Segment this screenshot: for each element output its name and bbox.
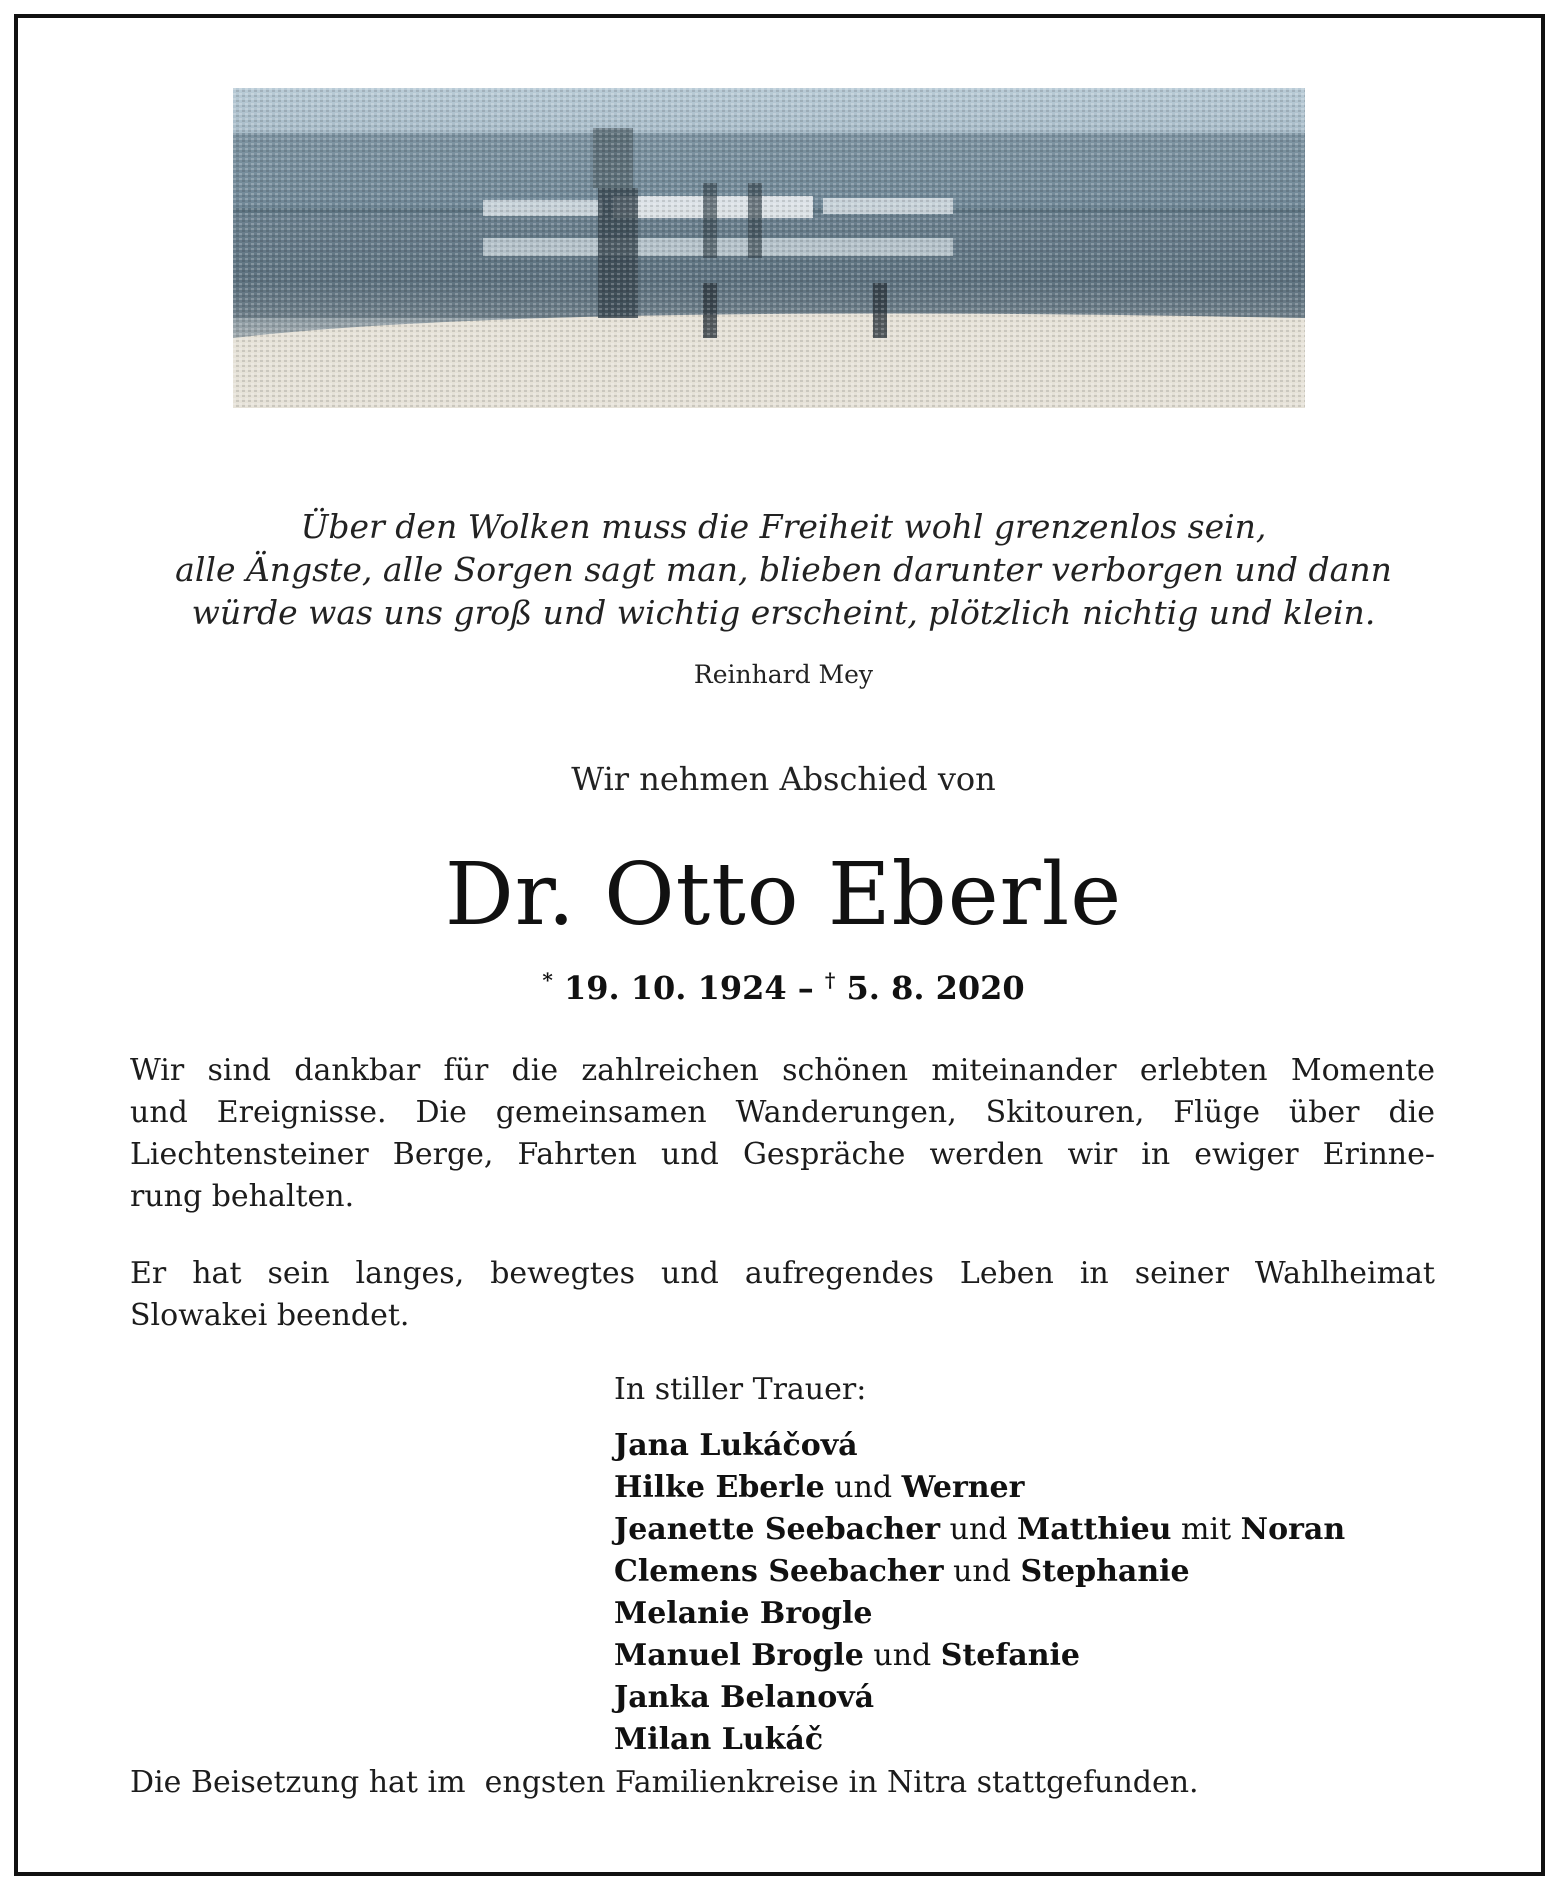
mourner-conjunction: und <box>863 1638 941 1673</box>
mourner-child: Noran <box>1240 1512 1346 1547</box>
mourners-list <box>614 1425 1345 1761</box>
mourner-conjunction: und <box>824 1470 902 1505</box>
life-paragraph <box>130 1253 1435 1337</box>
burial-notice: Die Beisetzung hat im engsten Familienkreise in Nitra stattgefunden. <box>130 1765 1199 1800</box>
mourner-entry <box>614 1509 1345 1551</box>
mourner-partner: Matthieu <box>1017 1512 1172 1547</box>
mourning-label: In stiller Trauer: <box>614 1372 867 1407</box>
paragraph-line: und Ereignisse. Die gemeinsamen Wanderungen, Skitouren, Flüge über die <box>130 1095 1435 1130</box>
death-symbol: † <box>824 968 836 992</box>
mourner-name: Melanie Brogle <box>614 1596 873 1631</box>
mourner-entry <box>614 1677 1345 1719</box>
mourner-name: Janka Belanová <box>614 1680 875 1715</box>
biplane-photo <box>233 88 1305 408</box>
mourner-entry <box>614 1635 1345 1677</box>
mourner-entry <box>614 1467 1345 1509</box>
quote-author: Reinhard Mey <box>693 660 874 689</box>
mourner-name: Milan Lukáč <box>614 1722 824 1757</box>
quote-line-3: würde was uns groß und wichtig erscheint, plötzlich nichtig und klein. <box>191 593 1376 632</box>
mourner-name: Clemens Seebacher <box>614 1554 944 1589</box>
birth-symbol: * <box>542 968 553 992</box>
poem-quote <box>0 505 1567 634</box>
paragraph-line: Liechtensteiner Berge, Fahrten und Gespräche werden wir in ewiger Erinne- <box>130 1137 1435 1172</box>
mourner-conjunction: und <box>940 1512 1018 1547</box>
mourner-name: Jeanette Seebacher <box>614 1512 941 1547</box>
mourner-entry <box>614 1551 1345 1593</box>
life-dates <box>0 968 1567 1007</box>
paragraph-line: Er hat sein langes, bewegtes und aufregendes Leben in seiner Wahlheimat <box>130 1256 1435 1291</box>
paragraph-line: Slowakei beendet. <box>130 1298 410 1333</box>
quote-line-2: alle Ängste, alle Sorgen sagt man, blieben darunter verborgen und dann <box>175 550 1392 589</box>
paragraph-line: Wir sind dankbar für die zahlreichen schönen miteinander erlebten Momente <box>130 1053 1435 1088</box>
mourner-name: Jana Lukáčová <box>614 1428 858 1463</box>
paragraph-line: rung behalten. <box>130 1179 355 1214</box>
gratitude-paragraph <box>130 1050 1435 1218</box>
mourner-partner: Werner <box>901 1470 1025 1505</box>
mourner-conjunction: und <box>943 1554 1021 1589</box>
mourner-conjunction: mit <box>1171 1512 1241 1547</box>
mourner-partner: Stephanie <box>1020 1554 1190 1589</box>
date-separator: – <box>786 969 825 1007</box>
mourner-entry <box>614 1719 1345 1761</box>
death-date: 5. 8. 2020 <box>846 969 1025 1007</box>
mourner-partner: Stefanie <box>940 1638 1081 1673</box>
deceased-name: Dr. Otto Eberle <box>444 845 1123 945</box>
mourner-entry <box>614 1593 1345 1635</box>
quote-line-1: Über den Wolken muss die Freiheit wohl grenzenlos sein, <box>300 507 1267 546</box>
birth-date: 19. 10. 1924 <box>563 969 787 1007</box>
mourner-entry <box>614 1425 1345 1467</box>
mourner-name: Manuel Brogle <box>614 1638 864 1673</box>
farewell-intro: Wir nehmen Abschied von <box>571 760 996 798</box>
mourner-name: Hilke Eberle <box>614 1470 825 1505</box>
